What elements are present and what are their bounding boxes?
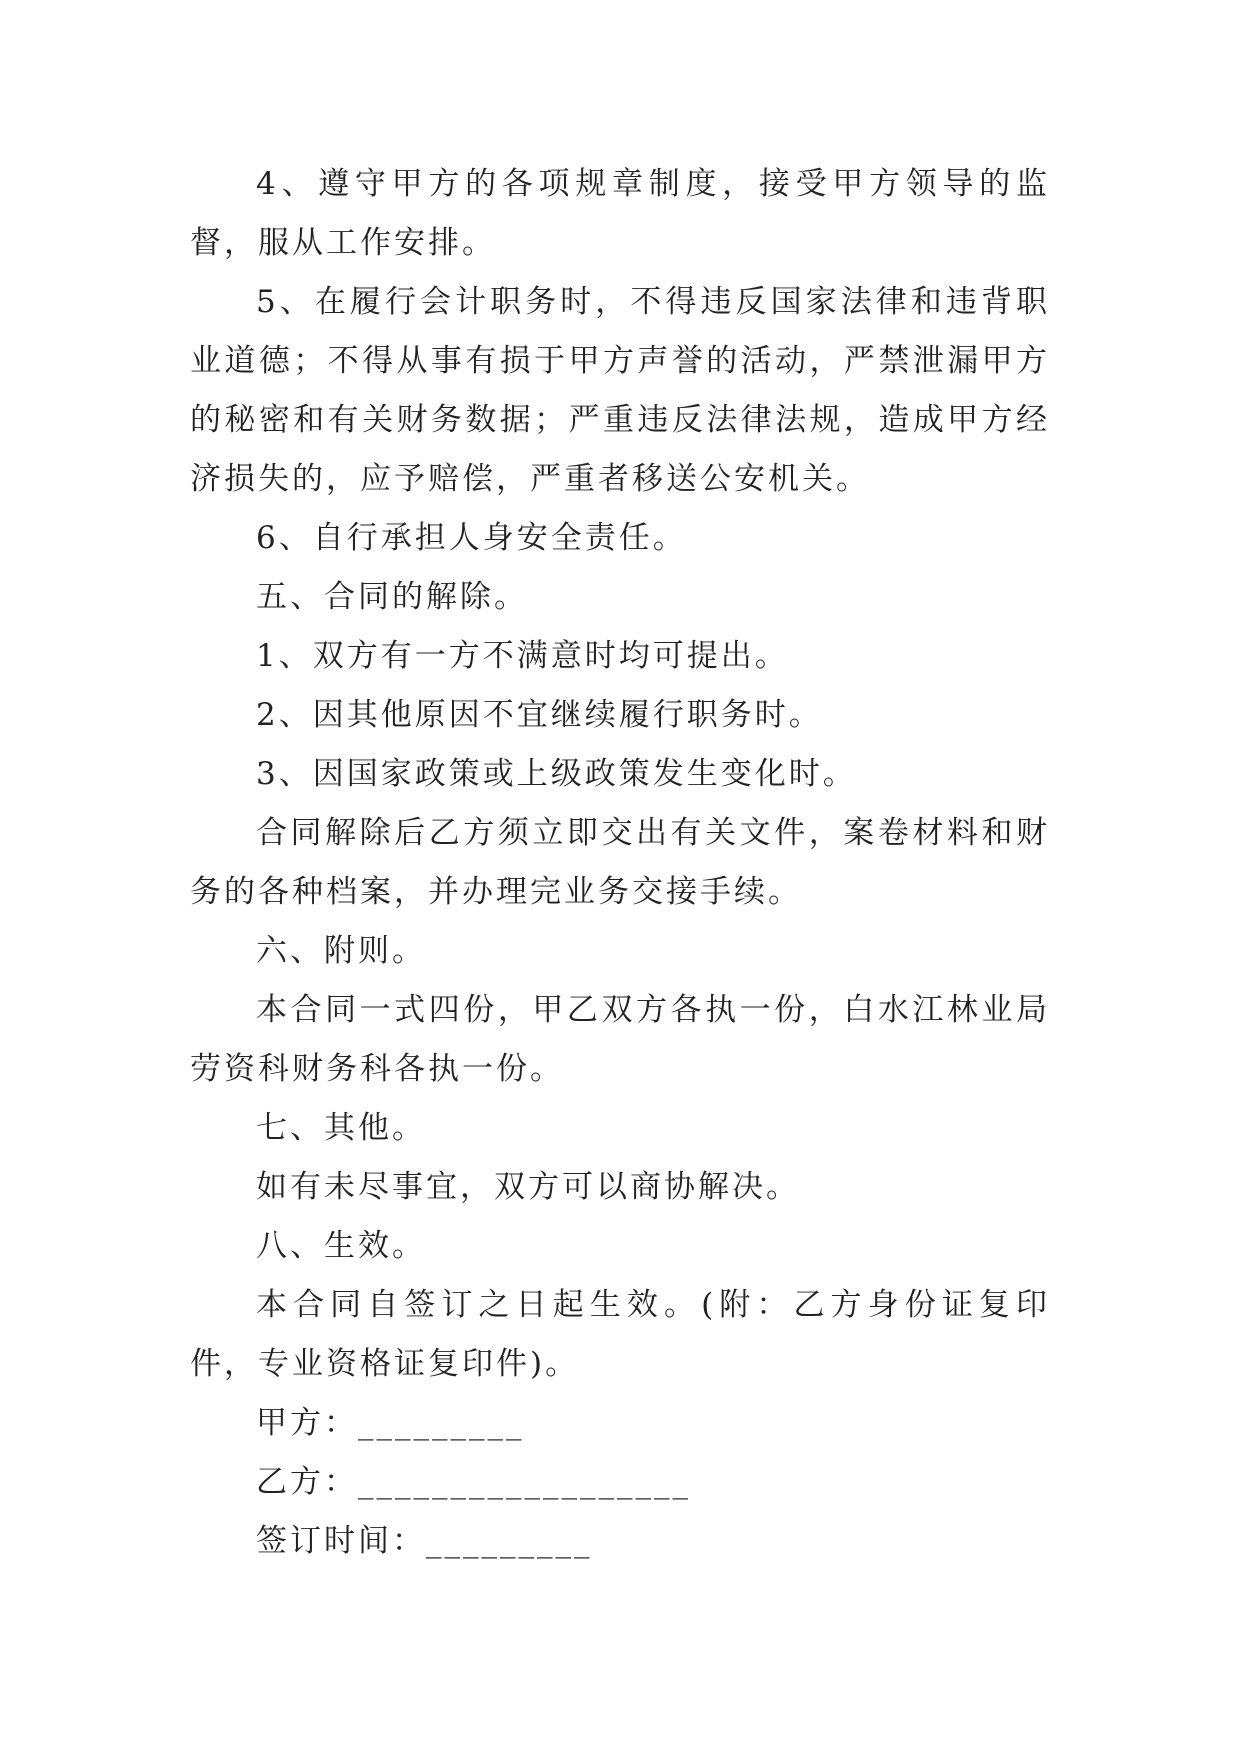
- party-a-signature: 甲方：_________: [256, 1405, 525, 1441]
- clause-4-rules: 4、遵守甲方的各项规章制度，接受甲方领导的监督，服从工作安排。: [190, 166, 1050, 261]
- document-page: [190, 155, 1050, 1571]
- termination-item-3: 3、因国家政策或上级政策发生变化时。: [256, 756, 857, 792]
- sign-date: 签订时间：_________: [256, 1523, 593, 1559]
- effective-clause: 本合同自签订之日起生效。(附：乙方身份证复印件，专业资格证复印件)。: [190, 1287, 1050, 1382]
- other-clause: 如有未尽事宜，双方可以商协解决。: [256, 1169, 800, 1205]
- section-6-heading: 六、附则。: [256, 933, 426, 969]
- termination-item-1: 1、双方有一方不满意时均可提出。: [256, 638, 789, 674]
- clause-6-safety: 6、自行承担人身安全责任。: [256, 520, 687, 556]
- section-7-heading: 七、其他。: [256, 1110, 426, 1146]
- clause-5-duties: 5、在履行会计职务时，不得违反国家法律和违背职业道德；不得从事有损于甲方声誉的活动，严禁泄漏甲方的秘密和有关财务数据；严重违反法律法规，造成甲方经济损失的，应予赔偿，严重者移送公安机关。: [190, 284, 1050, 497]
- copies-clause: 本合同一式四份，甲乙双方各执一份，白水江林业局劳资科财务科各执一份。: [190, 992, 1050, 1087]
- party-b-signature: 乙方：__________________: [256, 1464, 691, 1500]
- section-8-heading: 八、生效。: [256, 1228, 426, 1264]
- termination-item-2: 2、因其他原因不宜继续履行职务时。: [256, 697, 823, 733]
- section-5-heading: 五、合同的解除。: [256, 579, 528, 615]
- termination-handover: 合同解除后乙方须立即交出有关文件，案卷材料和财务的各种档案，并办理完业务交接手续。: [190, 815, 1050, 910]
